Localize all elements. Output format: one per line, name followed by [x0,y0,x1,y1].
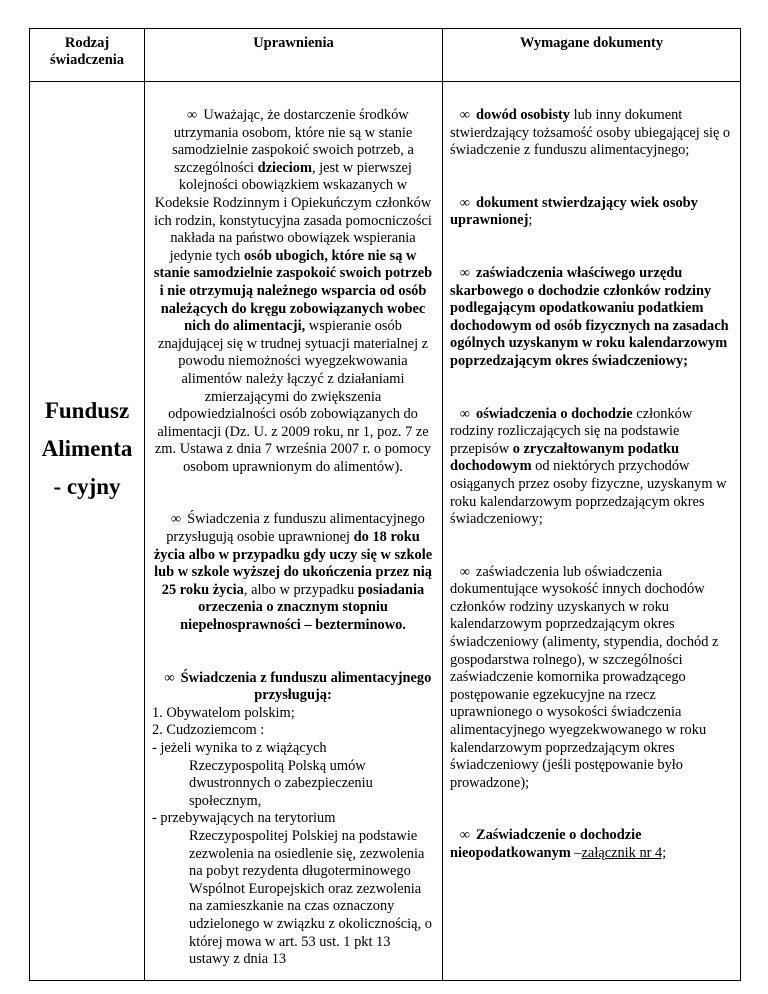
benefit-type-cell [30,82,145,981]
benefit-type-name [30,392,144,506]
benefit-type-line-3: - cyjny [53,474,121,499]
attachment-4-link[interactable]: załącznik nr 4; [581,845,667,861]
infinity-bullet-icon: ∞ [459,563,470,580]
document-item-2: ∞ dokument stwierdzający wiek osoby uprawnionej; [450,194,698,229]
infinity-bullet-icon: ∞ [459,107,470,123]
eligible-item-1: 1. Obywatelom polskim; [152,704,295,721]
fund-row [30,82,741,981]
header-row [30,29,741,82]
document-item-4: ∞ oświadczenia o dochodzie członków rodziny rozliczających się na podstawie przepisów o zryczałtowanym podatku dochodowym od niektórych przychodów osiąganych przez osoby fizyczne, uzyskanym w roku kalendarzowym poprzedzającym okres świadczeniowy; [450,405,727,528]
infinity-bullet-icon: ∞ [459,264,470,281]
document-item-1: ∞ dowód osobisty lub inny dokument stwierdzający tożsamość osoby ubiegającej się o świadczenie z funduszu alimentacyjnego; [450,107,731,159]
infinity-bullet-icon: ∞ [459,827,470,844]
document-item-5: ∞ zaświadczenia lub oświadczenia dokumentujące wysokość innych dochodów członków rodziny uzyskanych w roku kalendarzowym poprzedzającym okres świadczeniowy (alimenty, stypendia, dochód z gospodarstwa rolnego), w szczególności zaświadczenie komornika prowadzącego postępowanie egzekucyjne na rzecz uprawnionego o wysokości świadczenia alimentacyjnego wyegzekwowanego w roku kalendarzowym poprzedzającym okres świadczeniowy (jeśli postępowanie było prowadzone); [450,563,719,791]
benefit-type-line-2: Alimenta [41,436,133,461]
entitlements-cell [145,82,443,981]
header-entitlements: Uprawnienia [145,29,443,82]
benefits-table [29,28,741,981]
infinity-bullet-icon: ∞ [170,511,182,528]
entitlement-paragraph-3: ∞ Świadczenia z funduszu alimentacyjnego przysługują: 1. Obywatelom polskim; 2. Cudzoziemcom : - jeżeli wynika to z wiążących Rzeczypospolitą Polską umów dwustronnych o zabezpieczeniu społecznym, - przebywających na terytorium Rzeczypospolitej Polskiej na podstawie zezwolenia na osiedlenie się, zezwolenia na pobyt rezydenta długoterminowego Wspólnot Europejskich oraz zezwolenia na zamieszkanie na czas oznaczony udzielonego w związku z okolicznością, o której mowa w art. 53 ust. 1 pkt 13 ustawy z dnia 13 [152,670,434,969]
document-item-3: ∞ zaświadczenia właściwego urzędu skarbowego o dochodzie członków rodziny podlegającym opodatkowaniu podatkiem dochodowym od osób fizycznych na zasadach ogólnych uzyskanym w roku kalendarzowym poprzedzającym okres świadczeniowy; [450,264,729,369]
required-documents-cell [443,82,741,981]
infinity-bullet-icon: ∞ [459,194,470,211]
entitlement-paragraph-1: ∞ Uważając, że dostarczenie środków utrzymania osobom, które nie są w stanie samodzielnie zaspokoić swoich potrzeb, a szczególności dzieciom, jest w pierwszej kolejności obowiązkiem wskazanych w Kodeksie Rodzinnym i Opiekuńczym członków ich rodzin, konstytucyjna zasada pomocniczości nakłada na państwo obowiązek wspierania jedynie tych osób ubogich, które nie są w stanie samodzielnie zaspokoić swoich potrzeb i nie otrzymują należnego wsparcia od osób należących do kręgu zobowiązanych wobec nich do alimentacji, wspieranie osób znajdującej się w trudnej sytuacji materialnej z powodu niemożności wyegzekwowania alimentów należy łączyć z działaniami zmierzającymi do zwiększenia odpowiedzialności osób zobowiązanych do alimentacji (Dz. U. z 2009 roku, nr 1, poz. 7 ze zm. Ustawa z dnia 7 września 2007 r. o pomocy osobom uprawnionym do alimentów). [153,107,433,475]
infinity-bullet-icon: ∞ [164,669,175,686]
document-item-6: ∞ Zaświadczenie o dochodzie nieopodatkowanym –załącznik nr 4; [450,827,667,861]
infinity-bullet-icon: ∞ [459,405,470,422]
eligible-sub-1-text: Rzeczypospolitą Polską umów dwustronnych o zabezpieczeniu społecznym, [189,757,373,809]
eligible-sub-1-head: - jeżeli wynika to z wiążących [152,740,327,756]
entitlement-paragraph-2: ∞ Świadczenia z funduszu alimentacyjnego przysługują osobie uprawnionej do 18 roku życia albo w przypadku gdy uczy się w szkole lub w szkole wyższej do ukończenia przez nią 25 roku życia, albo w przypadku posiadania orzeczenia o znacznym stopniu niepełnosprawności – bezterminowo. [153,511,433,634]
eligible-item-2: 2. Cudzoziemcom : [152,722,265,739]
benefit-type-line-1: Fundusz [44,398,130,423]
eligible-sub-2-head: - przebywających na terytorium [152,810,336,827]
header-benefit-type: Rodzaj świadczenia [30,29,145,82]
eligible-sub-2-text: Rzeczypospolitej Polskiej na podstawie zezwolenia na osiedlenie się, zezwolenia na pobyt rezydenta długoterminowego Wspólnot Europejskich oraz zezwolenia na zamieszkanie na czas oznaczony udzielonego w związku z okolicznością, o której mowa w art. 53 ust. 1 pkt 13 ustawy z dnia 13 [189,827,432,968]
header-required-documents: Wymagane dokumenty [443,29,741,82]
infinity-bullet-icon: ∞ [187,107,198,123]
